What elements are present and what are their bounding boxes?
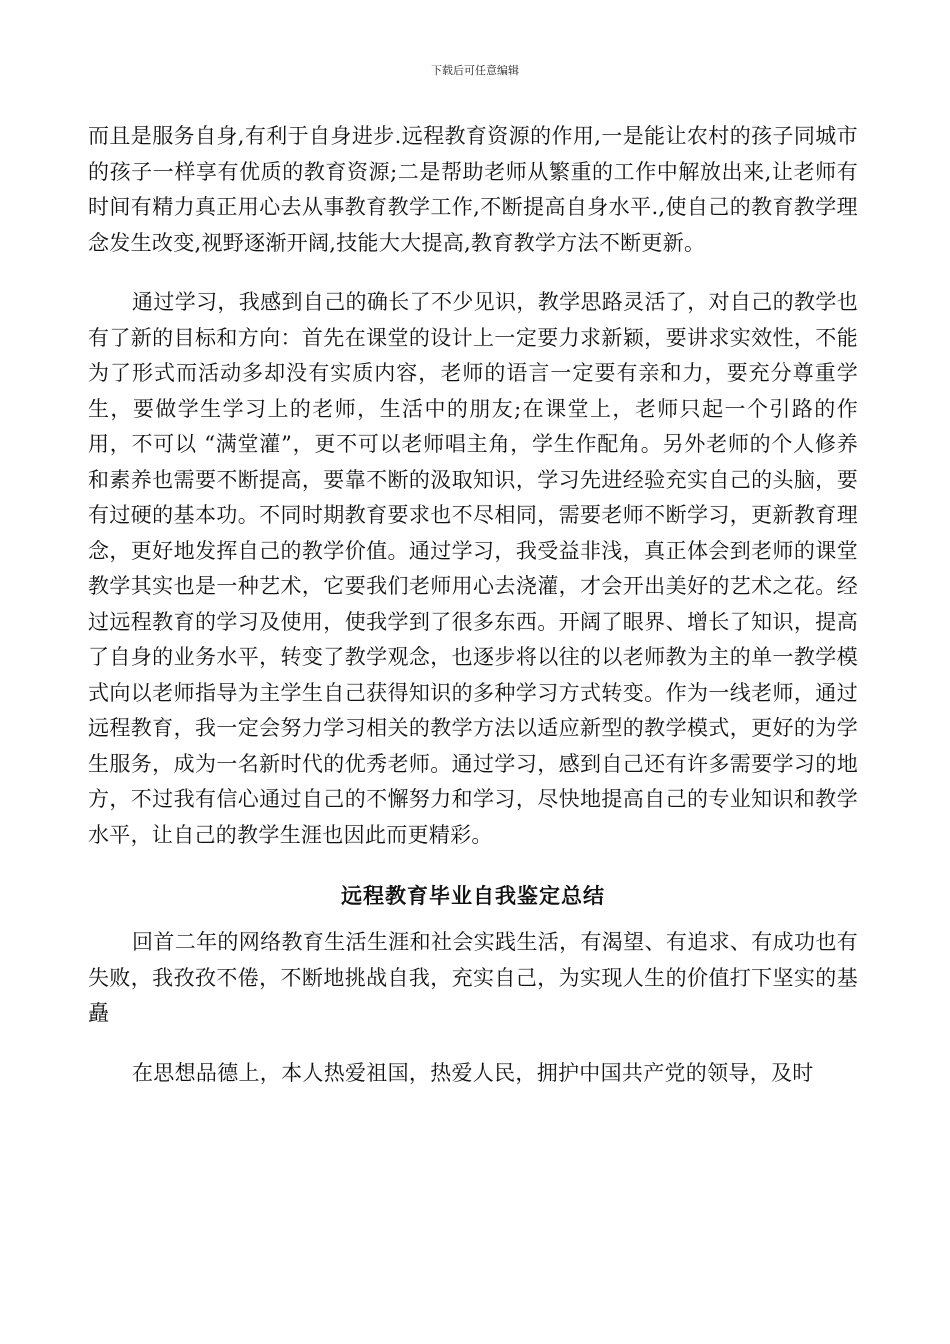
paragraph-retrospect: 回首二年的网络教育生活生涯和社会实践生活，有渴望、有追求、有成功也有失败，我孜孜不倦，不断地挑战自我，充实自己，为实现人生的价值打下坚实的基矗 <box>88 930 858 1025</box>
page-header: 下载后可任意编辑 <box>431 64 519 77</box>
document-body <box>88 119 858 1091</box>
paragraph-ideology: 在思想品德上，本人热爱祖国，热爱人民，拥护中国共产党的领导，及时 <box>132 1060 814 1085</box>
section-title: 远程教育毕业自我鉴定总结 <box>341 883 605 908</box>
paragraph-learning-reflection: 通过学习，我感到自己的确长了不少见识，教学思路灵活了，对自己的教学也有了新的目标和方向：首先在课堂的设计上一定要力求新颖，要讲求实效性，不能为了形式而活动多却没有实质内容，老师的语言一定要有亲和力，要充分尊重学生，要做学生学习上的老师，生活中的朋友;在课堂上，老师只起一个引路的作用，不可以 “满堂灌”，更不可以老师唱主角，学生作配角。另外老师的个人修养和素养也需要不断提高，要靠不断的汲取知识，学习先进经验充实自己的头脑，要有过硬的基本功。不同时期教育要求也不尽相同，需要老师不断学习，更新教育理念，更好地发挥自己的教学价值。通过学习，我受益非浅，真正体会到老师的课堂教学其实也是一种艺术，它要我们老师用心去浇灌，才会开出美好的艺术之花。经过远程教育的学习及使用，使我学到了很多东西。开阔了眼界、增长了知识，提高了自身的业务水平，转变了教学观念，也逐步将以往的以老师教为主的单一教学模式向以老师指导为主学生自己获得知识的多种学习方式转变。作为一线老师，通过远程教育，我一定会努力学习相关的教学方法以适应新型的教学模式，更好的为学生服务，成为一名新时代的优秀老师。通过学习，感到自己还有许多需要学习的地方，不过我有信心通过自己的不懈努力和学习，尽快地提高自己的专业知识和教学水平，让自己的教学生涯也因此而更精彩。 <box>88 290 858 847</box>
paragraph-continuation: 而且是服务自身,有利于自身进步.远程教育资源的作用,一是能让农村的孩子同城市的孩子一样享有优质的教育资源;二是帮助老师从繁重的工作中解放出来,让老师有时间有精力真正用心去从事教育教学工作,不断提高自身水平.,使自己的教育教学理念发生改变,视野逐渐开阔,技能大大提高,教育教学方法不断更新。 <box>88 124 858 255</box>
